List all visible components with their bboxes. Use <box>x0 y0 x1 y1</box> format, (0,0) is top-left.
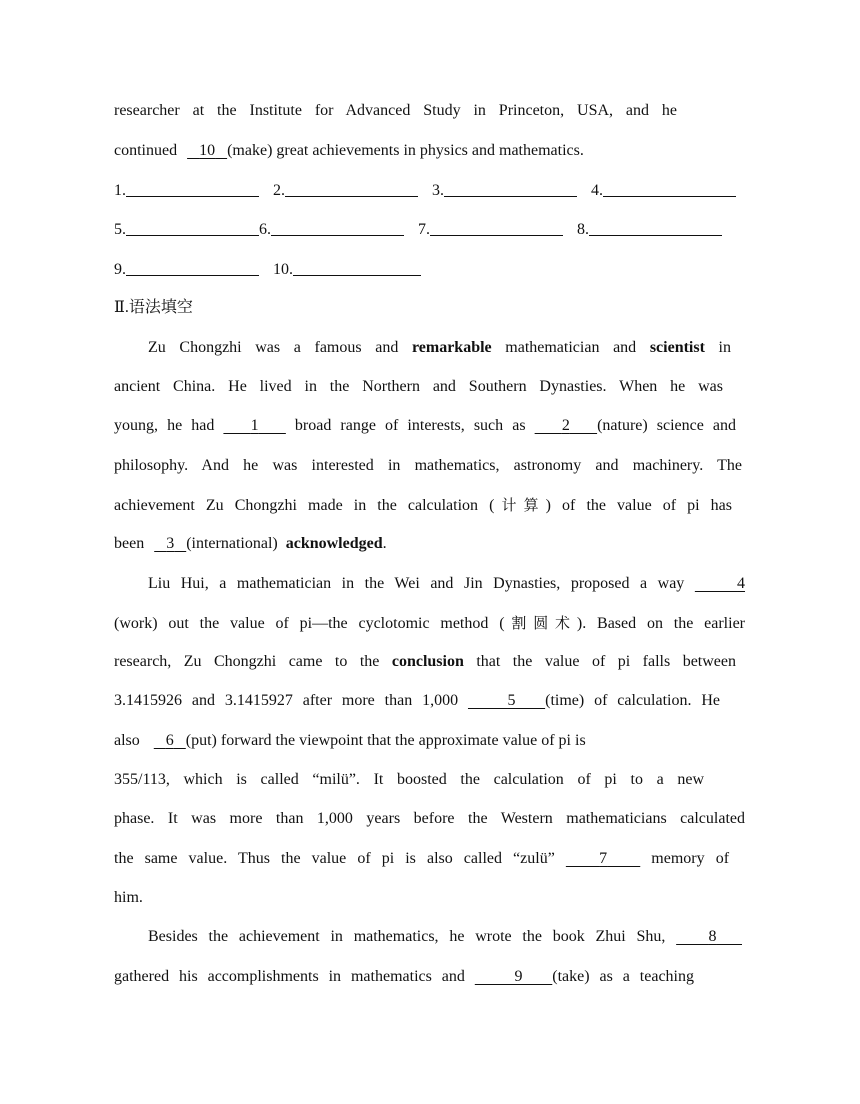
blank-8: 8 <box>708 928 717 945</box>
text-line: gathered his accomplishments in mathematics and 9 (take) as a teaching <box>114 968 694 985</box>
blank-2: 2 <box>561 417 570 434</box>
text-line: achievement Zu Chongzhi made in the calculation (计算) of the value of pi has <box>114 496 732 514</box>
answer-label: 5. <box>114 221 126 238</box>
text-line: him. <box>114 889 143 906</box>
answer-label: 9. <box>114 261 126 278</box>
text-line: 355/113, which is called “milü”. It boosted the calculation of pi to a new <box>114 771 704 788</box>
text-line: the same value. Thus the value of pi is also called “zulü” 7 memory of <box>114 850 730 867</box>
blank-7: 7 <box>599 850 608 867</box>
blank-6: 6 <box>165 732 174 749</box>
answer-label: 1. <box>114 182 126 199</box>
text-line: also 6 (put) forward the viewpoint that the approximate value of pi is <box>114 732 586 749</box>
text-line: researcher at the Institute for Advanced Study in Princeton, USA, and he <box>114 102 677 119</box>
text-line: (work) out the value of pi—the cyclotomic method (割圆术). Based on the earlier <box>114 614 745 632</box>
blank-4: 4 <box>737 575 746 592</box>
text-line: Liu Hui, a mathematician in the Wei and Jin Dynasties, proposed a way 4 <box>148 575 746 592</box>
answer-label: 10. <box>273 261 293 278</box>
answer-label: 6. <box>259 221 271 238</box>
answer-label: 3. <box>432 182 444 199</box>
answer-row-3 <box>114 259 421 279</box>
text-line: ancient China. He lived in the Northern and Southern Dynasties. When he was <box>114 378 723 395</box>
answer-row-1 <box>114 180 736 200</box>
blank-5: 5 <box>507 692 516 709</box>
text-line: philosophy. And he was interested in mathematics, astronomy and machinery. The <box>114 457 742 474</box>
blank-10: 10 <box>199 142 216 159</box>
answer-row-2 <box>114 219 722 239</box>
text-line: Zu Chongzhi was a famous and remarkable mathematician and scientist in <box>148 339 731 356</box>
blank-9: 9 <box>514 968 523 985</box>
text-line: continued 10 (make) great achievements in physics and mathematics. <box>114 142 584 159</box>
text-line: 3.1415926 and 3.1415927 after more than 1,000 5 (time) of calculation. He <box>114 692 721 709</box>
answer-label: 4. <box>591 182 603 199</box>
section-heading: Ⅱ.语法填空 <box>114 299 193 316</box>
text-line: young, he had 1 broad range of interests, such as 2 (nature) science and <box>114 417 737 434</box>
blank-3: 3 <box>166 535 175 552</box>
text-line: phase. It was more than 1,000 years before the Western mathematicians calculated <box>114 810 745 827</box>
text-line: been 3 (international) acknowledged. <box>114 535 387 552</box>
answer-label: 8. <box>577 221 589 238</box>
text-line: research, Zu Chongzhi came to the conclusion that the value of pi falls between <box>114 653 736 670</box>
answer-label: 7. <box>418 221 430 238</box>
blank-1: 1 <box>250 417 259 434</box>
answer-label: 2. <box>273 182 285 199</box>
text-line: Besides the achievement in mathematics, he wrote the book Zhui Shu, 8 <box>148 927 742 947</box>
